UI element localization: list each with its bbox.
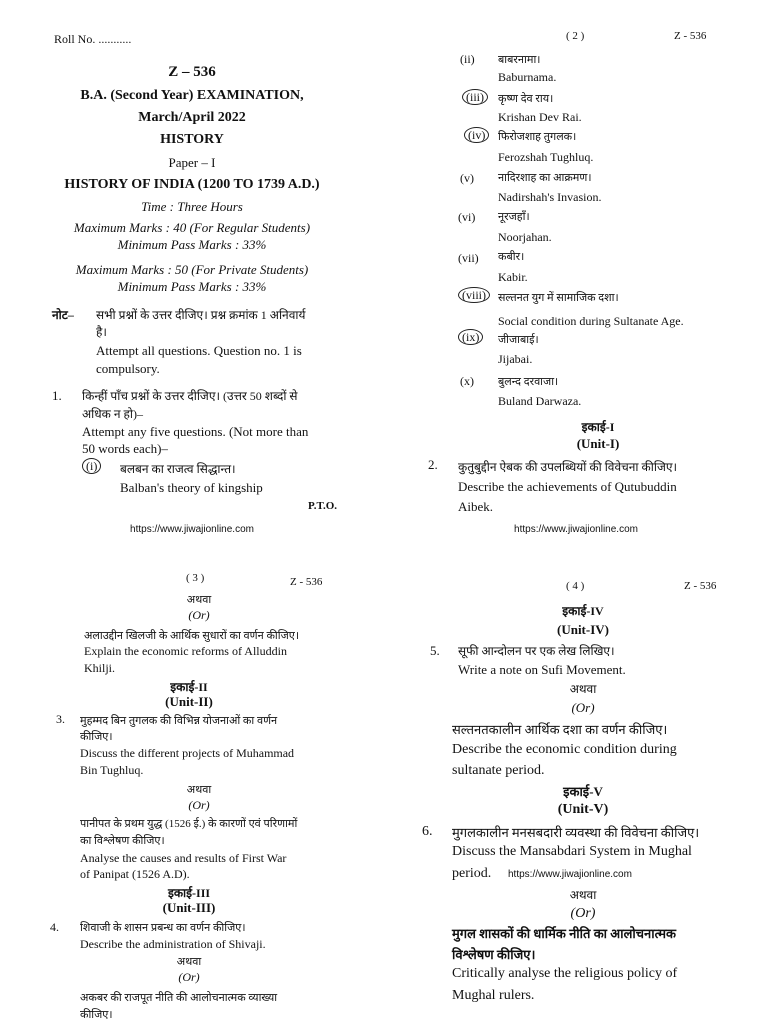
question-6-english-line-2: period. (452, 866, 492, 881)
question-3-hindi-line-1: मुहम्मद बिन तुगलक की विभिन्न योजनाओं का वर्णन (80, 715, 278, 727)
question-4-hindi: शिवाजी के शासन प्रबन्ध का वर्णन कीजिए। (80, 922, 246, 934)
alt-1-hindi: अलाउद्दीन खिलजी के आर्थिक सुधारों का वर्णन कीजिए। (84, 630, 300, 642)
item-vii-number: (vii) (458, 251, 479, 265)
unit-4-hindi: इकाई-IV (562, 604, 604, 618)
item-x-hindi: बुलन्द दरवाजा। (498, 376, 559, 388)
unit-5-hindi: इकाई-V (563, 784, 603, 799)
item-ii-number: (ii) (460, 52, 475, 66)
question-3-number: 3. (56, 712, 65, 726)
page-number: ( 4 ) (566, 580, 585, 592)
question-5-number: 5. (430, 643, 440, 658)
unit-2-english: (Unit-II) (165, 694, 213, 709)
item-x-number: (x) (460, 374, 474, 388)
item-vi-english: Noorjahan. (498, 230, 552, 244)
question-3-hindi-line-2: कीजिए। (80, 731, 113, 743)
question-1-number: 1. (52, 388, 62, 403)
unit-1-hindi: इकाई-I (581, 420, 615, 434)
item-viii-hindi: सल्तनत युग में सामाजिक दशा। (498, 292, 619, 304)
paper-code: Z – 536 (168, 64, 216, 80)
alt-3-english-line-2: of Panipat (1526 A.D). (80, 867, 190, 881)
alt-6-hindi-line-2: विश्लेषण कीजिए। (452, 947, 536, 962)
alt-3-hindi-line-1: पानीपत के प्रथम युद्ध (1526 ई.) के कारणों एवं परिणामों (80, 818, 298, 830)
unit-5-english: (Unit-V) (557, 802, 609, 817)
item-v-english: Nadirshah's Invasion. (498, 190, 602, 204)
alt-6-english-line-2: Mughal rulers. (452, 988, 535, 1003)
athva-2: अथवा (186, 784, 212, 796)
question-4-number: 4. (50, 920, 59, 934)
item-i-hindi: बलबन का राजत्व सिद्धान्त। (120, 462, 236, 476)
page-2 (384, 0, 768, 545)
exam-name: B.A. (Second Year) EXAMINATION, (80, 88, 304, 103)
exam-session: March/April 2022 (138, 110, 246, 125)
paper-code: Z - 536 (684, 580, 717, 592)
question-1-english-line-2: 50 words each)– (82, 441, 168, 456)
source-url: https://www.jiwajionline.com (514, 524, 638, 535)
page-number: ( 2 ) (566, 30, 585, 42)
question-2-english-line-2: Aibek. (458, 499, 494, 514)
question-1-hindi-line-1: किन्हीं पाँच प्रश्नों के उत्तर दीजिए। (उत्तर 50 शब्दों से (82, 389, 298, 403)
item-ix-number: (ix) (458, 330, 483, 345)
alt-5-english-line-1: Describe the economic condition during (452, 742, 677, 757)
note-english-line-2: compulsory. (96, 361, 160, 376)
unit-4-english: (Unit-IV) (557, 622, 609, 637)
item-v-number: (v) (460, 171, 474, 185)
or-1: (Or) (571, 700, 595, 715)
time-allowed: Time : Three Hours (141, 199, 243, 214)
alt-5-hindi: सल्तनतकालीन आर्थिक दशा का वर्णन कीजिए। (452, 722, 668, 737)
note-hindi-line-1: सभी प्रश्नों के उत्तर दीजिए। प्रश्न क्रमांक 1 अनिवार्य (96, 308, 306, 322)
item-v-hindi: नादिरशाह का आक्रमण। (498, 172, 592, 184)
item-viii-number: (viii) (458, 288, 490, 303)
unit-3-hindi: इकाई-III (167, 886, 211, 900)
item-ix-hindi: जीजाबाई। (498, 334, 539, 346)
roll-number: Roll No. ........... (54, 32, 132, 46)
item-iii-number: (iii) (462, 90, 488, 105)
athva-1: अथवा (186, 594, 212, 606)
alt-1-english-line-1: Explain the economic reforms of Alluddin (84, 644, 287, 658)
item-iv-hindi: फिरोजशाह तुगलक। (498, 131, 577, 143)
question-3-english-line-1: Discuss the different projects of Muhammad (80, 746, 295, 760)
question-3-english-line-2: Bin Tughluq. (80, 763, 144, 777)
item-ii-hindi: बाबरनामा। (498, 54, 541, 66)
question-2-hindi: कुतुबुद्दीन ऐबक की उपलब्धियों की विवेचना कीजिए। (458, 460, 678, 474)
alt-3-english-line-1: Analyse the causes and results of First War (80, 851, 287, 865)
note-hindi-line-2: है। (96, 325, 107, 339)
or-1: (Or) (188, 608, 210, 622)
item-viii-english: Social condition during Sultanate Age. (498, 314, 684, 328)
item-vii-hindi: कबीर। (498, 251, 525, 263)
min-marks-regular: Minimum Pass Marks : 33% (117, 237, 267, 252)
alt-4-hindi-line-1: अकबर की राजपूत नीति की आलोचनात्मक व्याख्या (80, 992, 278, 1004)
question-2-number: 2. (428, 457, 438, 472)
item-vi-hindi: नूरजहाँ। (498, 211, 530, 223)
item-i-number: (i) (82, 459, 101, 474)
pto-label: P.T.O. (308, 500, 338, 512)
alt-6-hindi-line-1: मुगल शासकों की धार्मिक नीति का आलोचनात्मक (452, 926, 677, 941)
source-url: https://www.jiwajionline.com (508, 869, 632, 880)
subject: HISTORY (160, 132, 224, 147)
unit-2-hindi: इकाई-II (170, 680, 208, 694)
page-3 (0, 560, 384, 1024)
max-marks-regular: Maximum Marks : 40 (For Regular Students) (73, 220, 311, 235)
paper-code: Z - 536 (290, 576, 323, 588)
item-iv-english: Ferozshah Tughluq. (498, 150, 594, 164)
item-iii-english: Krishan Dev Rai. (498, 110, 582, 124)
question-5-english: Write a note on Sufi Movement. (458, 662, 626, 677)
question-6-number: 6. (422, 824, 433, 839)
source-url: https://www.jiwajionline.com (130, 524, 254, 535)
athva-2: अथवा (569, 888, 597, 902)
item-vi-number: (vi) (458, 210, 476, 224)
alt-1-english-line-2: Khilji. (84, 661, 116, 675)
unit-1-english: (Unit-I) (576, 436, 620, 451)
page-number: ( 3 ) (186, 572, 205, 584)
question-1-hindi-line-2: अधिक न हो)– (82, 407, 144, 421)
or-2: (Or) (570, 906, 596, 921)
question-6-english-line-1: Discuss the Mansabdari System in Mughal (452, 844, 692, 859)
note-label: नोट– (52, 308, 74, 322)
min-marks-private: Minimum Pass Marks : 33% (117, 279, 267, 294)
unit-3-english: (Unit-III) (162, 900, 216, 915)
question-1-english-line-1: Attempt any five questions. (Not more than (82, 424, 309, 439)
athva-1: अथवा (569, 682, 597, 696)
item-ix-english: Jijabai. (498, 352, 533, 366)
paper-title: HISTORY OF INDIA (1200 TO 1739 A.D.) (64, 177, 320, 192)
athva-3: अथवा (176, 956, 202, 968)
question-6-hindi: मुगलकालीन मनसबदारी व्यवस्था की विवेचना कीजिए। (452, 825, 700, 840)
item-vii-english: Kabir. (498, 270, 528, 284)
page-4 (384, 560, 768, 1024)
question-5-hindi: सूफी आन्दोलन पर एक लेख लिखिए। (458, 644, 615, 658)
item-i-english: Balban's theory of kingship (120, 480, 263, 495)
alt-6-english-line-1: Critically analyse the religious policy of (452, 966, 678, 981)
alt-3-hindi-line-2: का विश्लेषण कीजिए। (80, 835, 165, 847)
item-x-english: Buland Darwaza. (498, 394, 582, 408)
alt-5-english-line-2: sultanate period. (452, 763, 545, 778)
question-4-english: Describe the administration of Shivaji. (80, 937, 266, 951)
paper-code: Z - 536 (674, 30, 707, 42)
max-marks-private: Maximum Marks : 50 (For Private Students) (75, 262, 309, 277)
question-2-english-line-1: Describe the achievements of Qutubuddin (458, 479, 677, 494)
or-3: (Or) (178, 970, 200, 984)
item-ii-english: Baburnama. (498, 70, 557, 84)
alt-4-hindi-line-2: कीजिए। (80, 1009, 113, 1021)
note-english-line-1: Attempt all questions. Question no. 1 is (96, 343, 302, 358)
page-1 (0, 0, 384, 545)
item-iii-hindi: कृष्ण देव राय। (498, 93, 554, 105)
paper-number: Paper – I (168, 155, 216, 170)
item-iv-number: (iv) (464, 128, 489, 143)
or-2: (Or) (188, 798, 210, 812)
